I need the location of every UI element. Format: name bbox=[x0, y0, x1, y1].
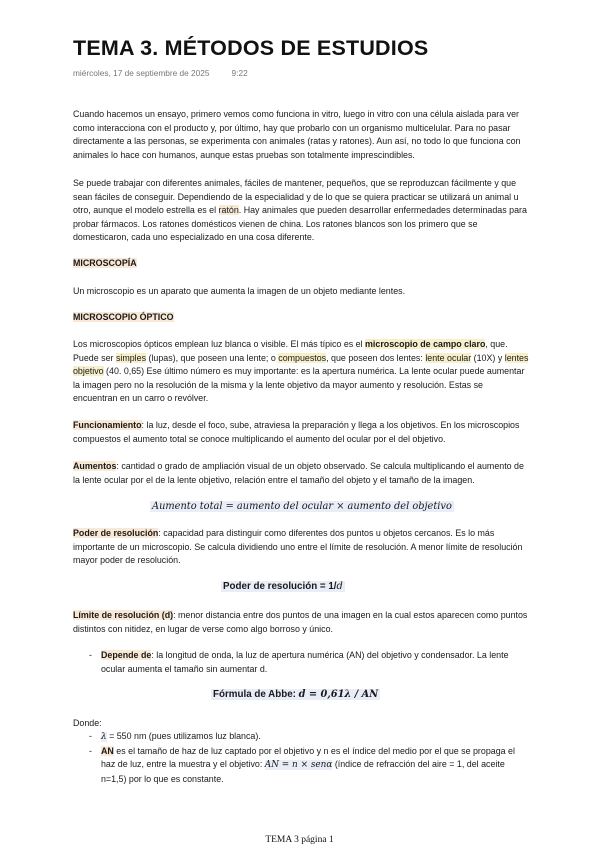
paragraph-intro: Cuando hacemos un ensayo, primero vemos como funciona in vitro, luego in vitro con una célula aislada para ver como interacciona con el producto y, por último, hay que probarlo con un organismo multicelular. Para no pasar directamente a las personas, se experimenta con animales (ratas y ratones). Aun así, no todo lo que funciona con animales lo hace con humanos, aunque estas pruebas son totalmente imprescindibles. bbox=[73, 109, 521, 160]
note-meta bbox=[73, 68, 248, 78]
equation-abbe: Fórmula de Abbe: d = 0,61λ / AN bbox=[213, 689, 379, 700]
list-item-lambda: - λ = 550 nm (pues utilizamos luz blanca). bbox=[73, 730, 529, 745]
highlight-lente-ocular: lente ocular bbox=[425, 352, 472, 363]
heading-microscopio-optico: MICROSCOPIO ÓPTICO bbox=[73, 312, 174, 322]
page-title: TEMA 3. MÉTODOS DE ESTUDIOS bbox=[73, 36, 429, 60]
label-donde: Donde: bbox=[73, 718, 102, 728]
note-date: miércoles, 17 de septiembre de 2025 bbox=[73, 68, 210, 78]
equation-poder-resolucion: Poder de resolución = 1/d bbox=[223, 581, 343, 592]
list-definitions bbox=[73, 730, 529, 786]
highlight-campo-claro: microscopio de campo claro bbox=[365, 339, 486, 349]
paragraph-animals: Se puede trabajar con diferentes animales, fáciles de mantener, pequeños, que se reproduzcan fácilmente y que sean fáciles de conseguir. Dependiendo de la especialidad y de lo que se quiera practicar se utilizará un animal u otro, aunque el modelo estrella es el ratón. Hay animales que pueden desarrollar enfermedades determinadas para probar fármacos. Los ratones domésticos vienen de china. Los ratones blancos son los primero que se domesticaron, cada uno especializado en una cosa diferente. bbox=[73, 178, 527, 243]
heading-microscopia: MICROSCOPÍA bbox=[73, 258, 137, 268]
highlight-compuestos: compuestos bbox=[278, 352, 327, 363]
paragraph-microscope-definition: Un microscopio es un aparato que aumenta la imagen de un objeto mediante lentes. bbox=[73, 286, 406, 296]
equation-aumento-total: Aumento total = aumento del ocular × aumento del objetivo bbox=[152, 501, 452, 512]
paragraph-limite-resolucion: Límite de resolución (d): menor distancia entre dos puntos de una imagen en la cual estos aparecen como puntos distintos con nitidez, en lugar de verse como algo borroso y único. bbox=[73, 610, 528, 634]
paragraph-aumentos: Aumentos: cantidad o grado de ampliación visual de un objeto observado. Se calcula multiplicando el aumento de la lente ocular por el de la lente objetivo, relación entre el tamaño del objeto y el tamaño de la imagen. bbox=[73, 461, 524, 485]
paragraph-optical: Los microscopios ópticos emplean luz blanca o visible. El más típico es el microscopio de campo claro, que. Puede ser simples (lupas), que poseen una lente; o compuestos, que poseen dos lentes: lente ocular (10X) y lentes objetivo (40. 0,65) Ese último número es muy importante: es la apertura numérica. La lente ocular puede aumentar la imagen pero no la resolución de la misma y la lente objetivo da mayor aumento y resolución. Estas se encuentran en un carro o revólver. bbox=[73, 339, 529, 404]
highlight-raton: ratón bbox=[218, 205, 239, 216]
list-item: - Depende de: la longitud de onda, la luz de apertura numérica (AN) del objetivo y condensador. La lente ocular aumenta el tamaño sin aumentar d. bbox=[73, 649, 529, 676]
paragraph-funcionamiento: Funcionamiento: la luz, desde el foco, sube, atraviesa la preparación y llega a los objetivos. En los microscopios compuestos el aumento total se conoce multiplicando el aumento del ocular por el del objetivo. bbox=[73, 420, 520, 444]
list-item-an: - AN es el tamaño de haz de luz captado por el objetivo y n es el índice del medio por el que se propaga el haz de luz, entre la muestra y el objetivo: AN = n × senα (índice de refracción del aire = 1, del aceite n=1,5) por lo que es constante. bbox=[73, 745, 529, 787]
bullet-depende-de bbox=[73, 649, 529, 676]
page-footer: TEMA 3 página 1 bbox=[265, 835, 334, 845]
paragraph-poder-resolucion: Poder de resolución: capacidad para distinguir como diferentes dos puntos u objetos cercanos. Es lo más importante de un microscopio. Se calcula dividiendo uno entre el límite de resolución. A menor límite de resolución mayor poder de resolución. bbox=[73, 528, 523, 566]
note-time: 9:22 bbox=[231, 68, 248, 78]
highlight-lentes-objetivo: lentes objetivo bbox=[73, 352, 529, 377]
highlight-simples: simples bbox=[115, 352, 147, 363]
